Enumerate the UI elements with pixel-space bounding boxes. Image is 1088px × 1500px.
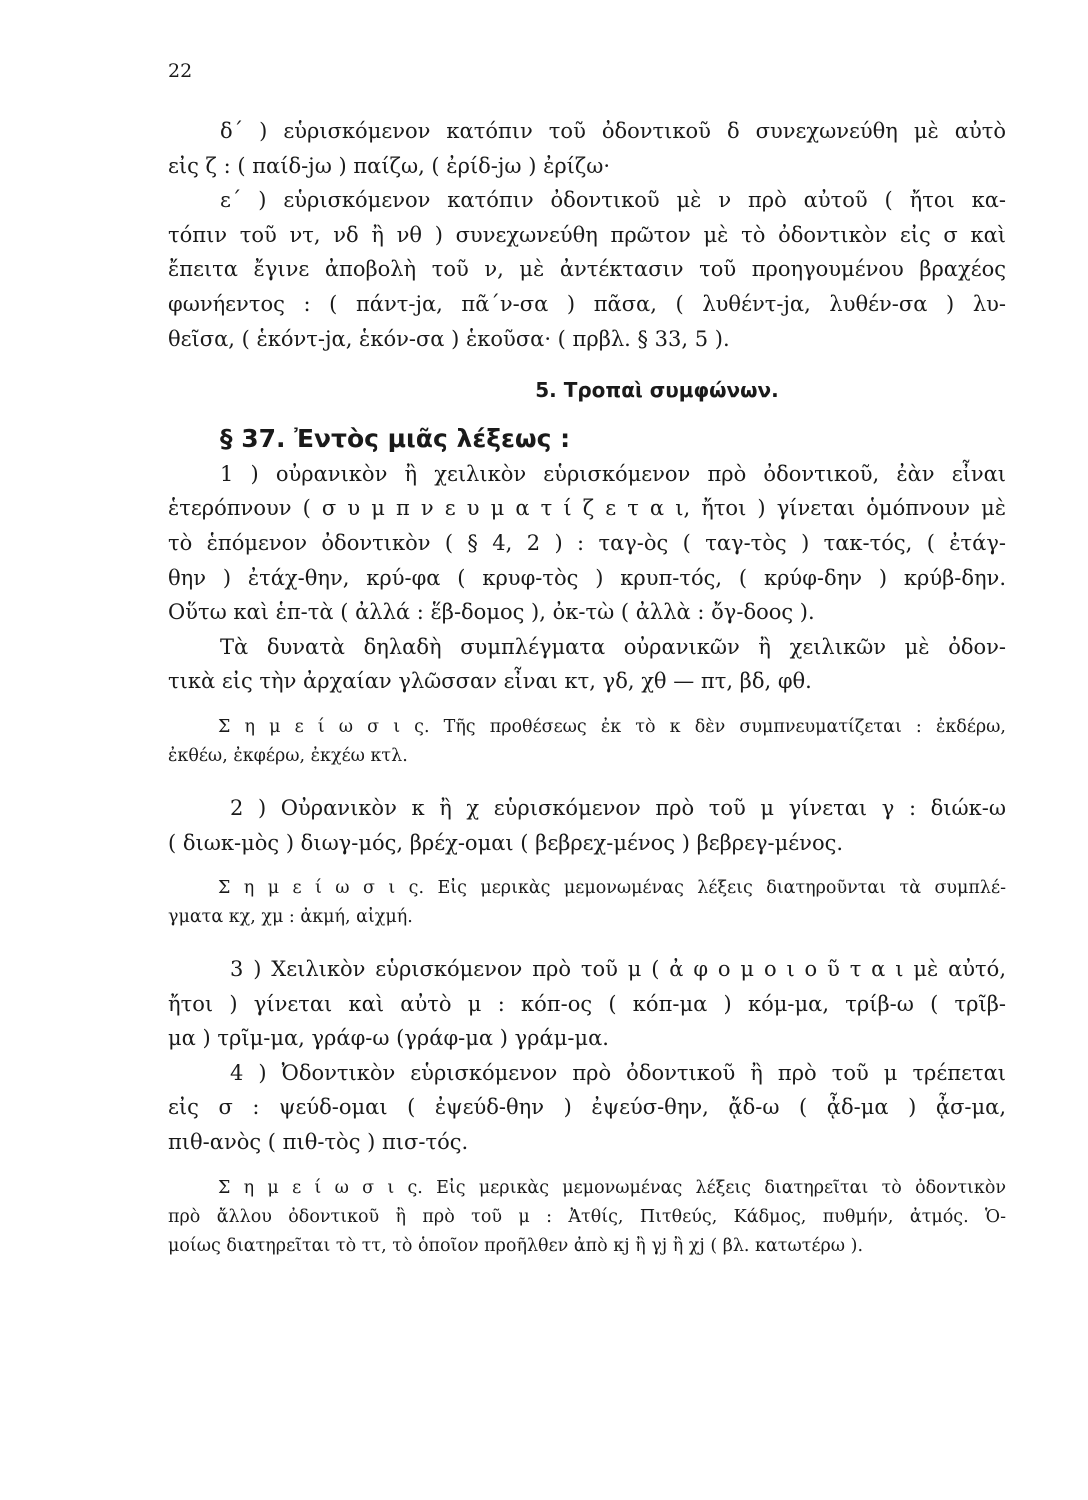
text-line: 4 ) Ὀδοντικὸν εὑρισκόμενον πρὸ ὀδοντικοῦ ἢ πρὸ τοῦ μ τρέπεται: [230, 1060, 1006, 1085]
body-text: [168, 114, 1006, 1261]
text-line: ( διωκ-μὸς ) διωγ-μός, βρέχ-ομαι ( βεβρεχ-μένος ) βεβρεγ-μένος.: [168, 830, 844, 855]
note-line: πρὸ ἄλλου ὀδοντικοῦ ἢ πρὸ τοῦ μ : Ἀτθίς, Πιτθεύς, Κάδμος, πυθμήν, ἀτμός. Ὁ-: [168, 1206, 1006, 1227]
note-line: μοίως διατηρεῖται τὸ ττ, τὸ ὁποῖον προῆλθεν ἀπὸ κj ἢ γj ἢ χj ( βλ. κατωτέρω ).: [168, 1235, 864, 1256]
text-line: ἔπειτα ἔγινε ἀποβολὴ τοῦ ν, μὲ ἀντέκτασιν τοῦ προηγουμένου βραχέος: [168, 257, 1006, 282]
text-line: θην ) ἐτάχ-θην, κρύ-φα ( κρυφ-τὸς ) κρυπ-τός, ( κρύφ-δην ) κρύβ-δην.: [168, 565, 1006, 590]
text-line: 1 ) οὐρανικὸν ἢ χειλικὸν εὑρισκόμενον πρὸ ὀδοντικοῦ, ἐὰν εἶναι: [220, 461, 1006, 486]
text-line: εἰς σ : ψεύδ-ομαι ( ἐψεύδ-θην ) ἐψεύσ-θην, ᾄδ-ω ( ᾆδ-μα ) ᾆσ-μα,: [168, 1095, 1006, 1120]
text-line: Τὰ δυνατὰ δηλαδὴ συμπλέγματα οὐρανικῶν ἢ χειλικῶν μὲ ὀδον-: [220, 634, 1006, 659]
text-line: τικὰ εἰς τὴν ἀρχαίαν γλῶσσαν εἶναι κτ, γδ, χθ — πτ, βδ, φθ.: [168, 669, 812, 694]
text-line: εἰς ζ : ( παίδ-jω ) παίζω, ( ἐρίδ-jω ) ἐρίζω·: [168, 153, 611, 178]
text-line: Οὕτω καὶ ἑπ-τὰ ( ἀλλά : ἕβ-δομος ), ὀκ-τὼ ( ἀλλὰ : ὄγ-δοος ).: [168, 600, 815, 625]
note-line: Σ η μ ε ί ω σ ι ς. Τῆς προθέσεως ἐκ τὸ κ δὲν συμπνευματίζεται : ἐκδέρω,: [218, 716, 1006, 737]
text-line: 3 ) Χειλικὸν εὑρισκόμενον πρὸ τοῦ μ ( ἀ φ ο μ ο ι ο ῦ τ α ι μὲ αὐτό,: [230, 957, 1006, 982]
text-line: θεῖσα, ( ἑκόντ-jα, ἑκόν-σα ) ἑκοῦσα· ( πρβλ. § 33, 5 ).: [168, 326, 730, 351]
text-line: μα ) τρῖμ-μα, γράφ-ω (γράφ-μα ) γράμ-μα.: [168, 1026, 609, 1051]
text-line: φωνήεντος : ( πάντ-jα, πᾶ΄ν-σα ) πᾶσα, ( λυθέντ-jα, λυθέν-σα ) λυ-: [168, 291, 1006, 316]
text-line: τόπιν τοῦ ντ, νδ ἢ νθ ) συνεχωνεύθη πρῶτον μὲ τὸ ὀδοντικὸν εἰς σ καὶ: [168, 222, 1006, 247]
note-line: Σ η μ ε ί ω σ ι ς. Εἰς μερικὰς μεμονωμένας λέξεις διατηρεῖται τὸ ὀδοντικὸν: [218, 1177, 1006, 1198]
text-line: πιθ-ανὸς ( πιθ-τὸς ) πισ-τός.: [168, 1130, 469, 1155]
text-line: ἑτερόπνουν ( σ υ μ π ν ε υ μ α τ ί ζ ε τ α ι, ἤτοι ) γίνεται ὁμόπνουν μὲ: [168, 496, 1006, 521]
text-line: 2 ) Οὐρανικὸν κ ἢ χ εὑρισκόμενον πρὸ τοῦ μ γίνεται γ : διώκ-ω: [230, 795, 1006, 820]
page-number: 22: [168, 60, 193, 82]
section-number: § 37. Ἐντὸς μιᾶς λέξεως :: [220, 424, 571, 454]
text-line: ε΄ ) εὑρισκόμενον κατόπιν ὀδοντικοῦ μὲ ν πρὸ αὐτοῦ ( ἤτοι κα-: [220, 188, 1006, 213]
note-line: ἐκθέω, ἐκφέρω, ἐκχέω κτλ.: [168, 745, 408, 766]
text-line: δ΄ ) εὑρισκόμενον κατόπιν τοῦ ὀδοντικοῦ δ συνεχωνεύθη μὲ αὐτὸ: [220, 119, 1006, 143]
note-line: Σ η μ ε ί ω σ ι ς. Εἰς μερικὰς μεμονωμένας λέξεις διατηροῦνται τὰ συμπλέ-: [218, 878, 1006, 899]
note-line: γματα κχ, χμ : ἀκμή, αἰχμή.: [168, 907, 413, 928]
section-heading: 5. Τροπαὶ συμφώνων.: [535, 378, 779, 403]
text-line: τὸ ἑπόμενον ὀδοντικὸν ( § 4, 2 ) : ταγ-ὸς ( ταγ-τὸς ) τακ-τός, ( ἐτάγ-: [168, 530, 1006, 555]
text-line: ἤτοι ) γίνεται καὶ αὐτὸ μ : κόπ-ος ( κόπ-μα ) κόμ-μα, τρίβ-ω ( τρῖβ-: [168, 991, 1006, 1016]
